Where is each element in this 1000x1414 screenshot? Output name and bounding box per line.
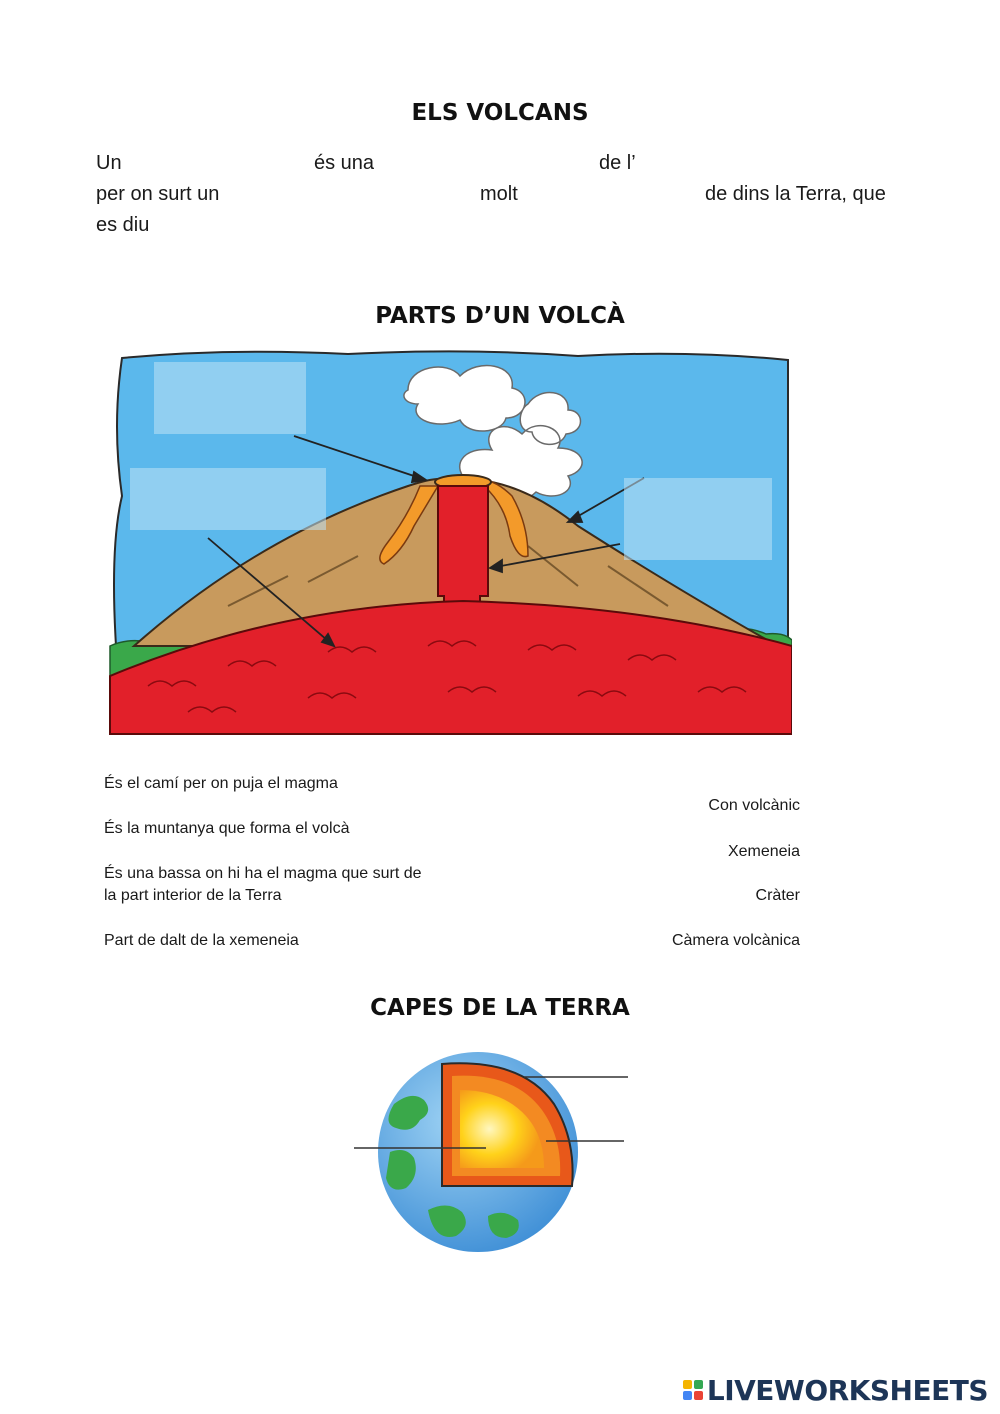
blank-answer-4[interactable]: [242, 181, 470, 209]
drop-zone-crater[interactable]: [154, 362, 306, 434]
blank-answer-2[interactable]: [392, 150, 590, 178]
layers-section-title: CAPES DE LA TERRA: [370, 995, 630, 1021]
intro-text-es-una: és una: [314, 152, 375, 174]
intro-text-un: Un: [96, 152, 122, 174]
definition-chimney: És el camí per on puja el magma: [104, 775, 338, 792]
parts-section-title: PARTS D’UN VOLCÀ: [375, 303, 625, 329]
blank-answer-3[interactable]: [646, 150, 896, 178]
logo-square-4: [694, 1391, 703, 1400]
logo-text: LIVEWORKSHEETS: [706, 1373, 988, 1407]
definition-crater: Part de dalt de la xemeneia: [104, 932, 299, 949]
definition-cone: És la muntanya que forma el volcà: [104, 820, 350, 837]
definition-chamber-line1: És una bassa on hi ha el magma que surt de: [104, 865, 422, 882]
drop-zone-chamber[interactable]: [130, 468, 326, 530]
earth-layers-illustration: [318, 1040, 638, 1262]
blank-answer-1[interactable]: [132, 150, 304, 178]
term-crater[interactable]: Cràter: [755, 887, 800, 904]
chimney: [438, 486, 488, 604]
definition-chamber-line2: la part interior de la Terra: [104, 887, 282, 904]
term-con-volcanic[interactable]: Con volcànic: [708, 797, 800, 814]
intro-text-molt: molt: [480, 183, 518, 205]
logo-square-3: [683, 1391, 692, 1400]
worksheet-title: ELS VOLCANS: [411, 100, 589, 126]
drop-zone-cone-chimney[interactable]: [624, 478, 772, 560]
blank-answer-5[interactable]: [532, 181, 696, 209]
intro-text-es-diu: es diu: [96, 214, 150, 236]
intro-text-de-dins: de dins la Terra, que: [705, 183, 886, 205]
term-xemeneia[interactable]: Xemeneia: [727, 843, 800, 860]
logo-square-1: [683, 1380, 692, 1389]
term-camera-volcanica[interactable]: Càmera volcànica: [671, 932, 800, 949]
liveworksheets-logo: [683, 1372, 988, 1408]
logo-mark-icon: [683, 1380, 703, 1400]
intro-text-per-on-surt: per on surt un: [96, 183, 220, 205]
blank-answer-6[interactable]: [160, 212, 380, 240]
intro-text-de-l: de l’: [599, 152, 636, 174]
logo-square-2: [694, 1380, 703, 1389]
